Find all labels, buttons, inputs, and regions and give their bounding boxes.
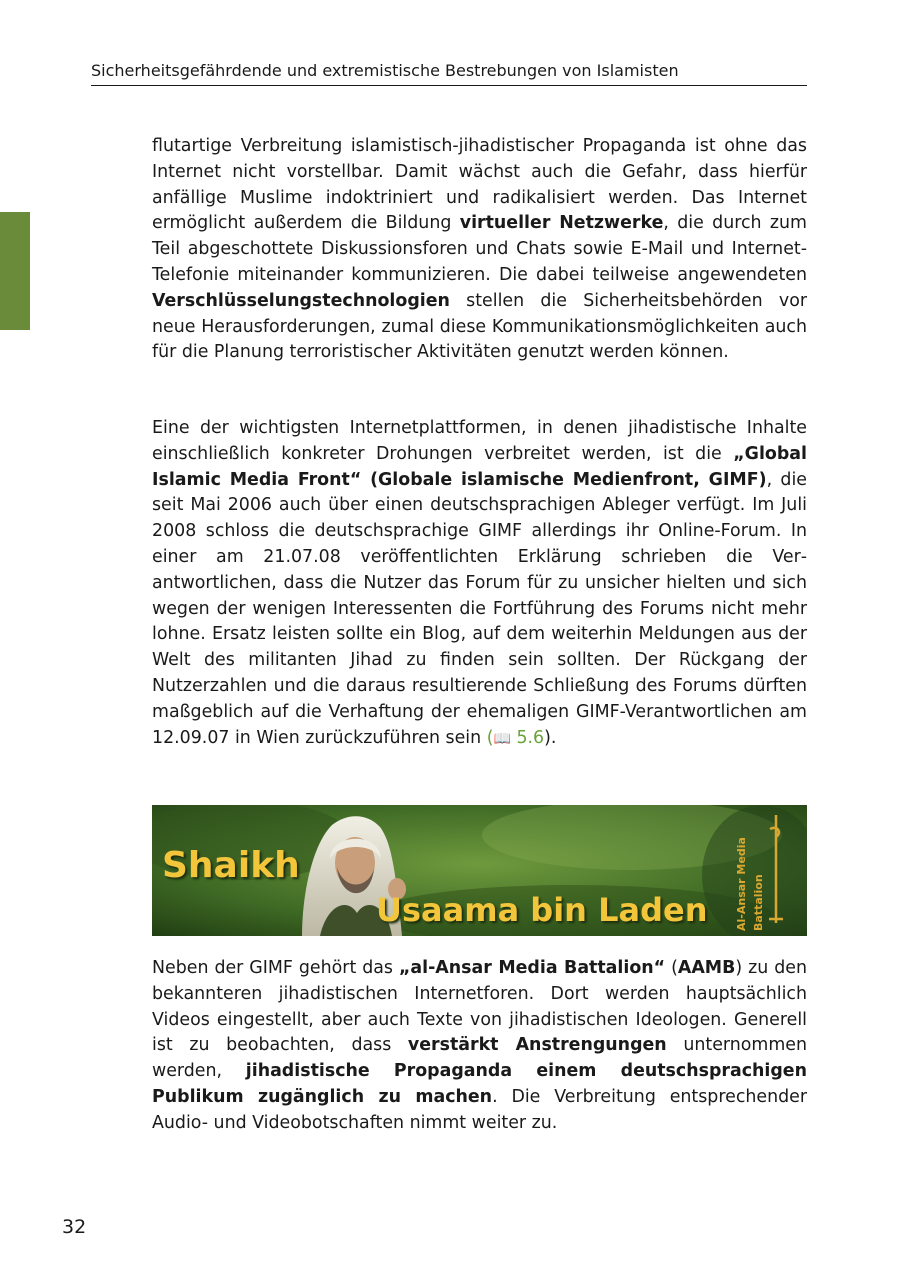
text-run: Neben der GIMF gehört das bbox=[152, 958, 399, 978]
bold-term-gimf: „Global Islamic Media Front“ (Globale islamische Medienfront, GIMF) bbox=[152, 443, 807, 490]
book-icon: 📖 bbox=[493, 730, 511, 747]
text-run: flutartige Verbreitung islamistisch-jihadistischer Propaganda ist ohne das Internet nicht vorstellbar. Damit wächst auch die Gefahr, dass hierfür anfällige Muslime indoktriniert und radikalisiert werden. Das Internet ermöglicht außerdem die Bildung bbox=[152, 136, 807, 234]
bold-term-encryption: Verschlüsselungstechnologien bbox=[152, 290, 450, 311]
bold-term-aamb-name: „al-Ansar Media Battalion“ bbox=[398, 958, 666, 978]
banner-title-shaikh: Shaikh bbox=[162, 845, 300, 886]
banner-side-logo bbox=[720, 813, 780, 931]
text-run: . Die Verbreitung entsprechender Audio- und Videobotschaften nimmt weiter zu. bbox=[152, 1086, 808, 1133]
text-run: ) zu den bekannteren jihadistischen Internetforen. Dort werden hauptsächlich Videos eingestellt, aber auch Texte von jihadistischen Ideologen. Generell ist zu beobachten, dass bbox=[152, 958, 807, 1056]
running-header: Sicherheitsgefährdende und extremistische Bestrebungen von Islamisten bbox=[91, 60, 807, 86]
bold-term-aamb: AAMB bbox=[677, 958, 736, 978]
chapter-tab-marker bbox=[0, 212, 30, 330]
page-number: 32 bbox=[62, 1216, 87, 1238]
text-run: , die seit Mai 2006 auch über einen deutschsprachigen Ableger verfügt. Im Juli 2008 schloss die deutschsprachige GIMF allerdings ihr Online-Forum. In einer am 21.07.08 veröffentlichten Erklärung schrieben die Verantwortlichen, dass die Nutzer das Forum für zu unsicher hielten und sich wegen der wenigen Interessenten die Fortführung des Forums nicht mehr lohne. Ersatz leisten sollte ein Blog, auf dem weiterhin Meldungen aus der Welt des militanten Jihad zu finden sein sollten. Der Rückgang der Nutzerzahlen und die daraus resultierende Schließung des Forums dürften maßgeblich auf die Verhaftung der ehemaligen GIMF-Verantwortlichen am 12.09.07 in Wien zurückzuführen sein bbox=[152, 469, 807, 748]
text-run: stellen die Sicherheitsbehörden vor neue Herausforderungen, zumal diese Kommunikationsmöglichkeiten auch für die Planung terroristischer Aktivitäten genutzt werden können. bbox=[152, 290, 807, 363]
paragraph-gimf: Eine der wichtigsten Internetplattformen, in denen jihadistische Inhalte einschließlich konkreter Drohungen verbreitet werden, ist die „Global Islamic Media Front“ (Globale islamische Medienfront, GIMF), die seit Mai 2006 auch über einen deutschsprachigen Ableger verfügt. Im Juli 2008 schloss die deutschsprachige GIMF allerdings ihr Online-Forum. In einer am 21.07.08 veröffentlichten Erklärung schrieben die Verantwortlichen, dass die Nutzer das Forum für zu unsicher hielten und sich wegen der wenigen Interessenten die Fortführung des Forums nicht mehr lohne. Ersatz leisten sollte ein Blog, auf dem weiterhin Meldungen aus der Welt des militanten Jihad zu finden sein sollten. Der Rückgang der Nutzerzahlen und die daraus resultierende Schließung des Forums dürften maßgeblich auf die Verhaftung der ehemaligen GIMF-Verantwortlichen am 12.09.07 in Wien zurückzuführen sein (📖 5.6). bbox=[152, 418, 807, 748]
text-run: , die durch zum Teil abgeschottete Diskussionsforen und Chats sowie E-Mail und Internet-Telefonie miteinander kommunizieren. Die dabei teilweise angewendeten bbox=[152, 213, 807, 285]
paragraph-aamb bbox=[152, 956, 807, 1137]
banner-side-text-2: Battalion bbox=[752, 874, 765, 931]
bold-term-virtual-networks: virtueller Netzwerke bbox=[459, 213, 664, 234]
banner-title-name: Usaama bin Laden bbox=[376, 891, 708, 929]
text-run: Eine der wichtigsten Internetplattformen, in denen jihadistische Inhalte einschließlich konkreter Drohungen verbreitet werden, ist die bbox=[152, 418, 807, 464]
cross-reference-link[interactable]: (📖 5.6 bbox=[486, 727, 545, 748]
banner-image bbox=[152, 805, 807, 936]
paragraph-internet-propaganda bbox=[152, 134, 807, 366]
text-run: unternommen werden, bbox=[152, 1035, 807, 1082]
banner-side-text-1: Al-Ansar Media bbox=[735, 837, 748, 931]
text-run: ( bbox=[665, 958, 678, 978]
bold-term-propaganda: jihadistische Propaganda einem deutschsprachigen Publikum zugänglich zu machen bbox=[152, 1061, 807, 1107]
bold-term-efforts: verstärkt Anstrengungen bbox=[407, 1035, 667, 1056]
